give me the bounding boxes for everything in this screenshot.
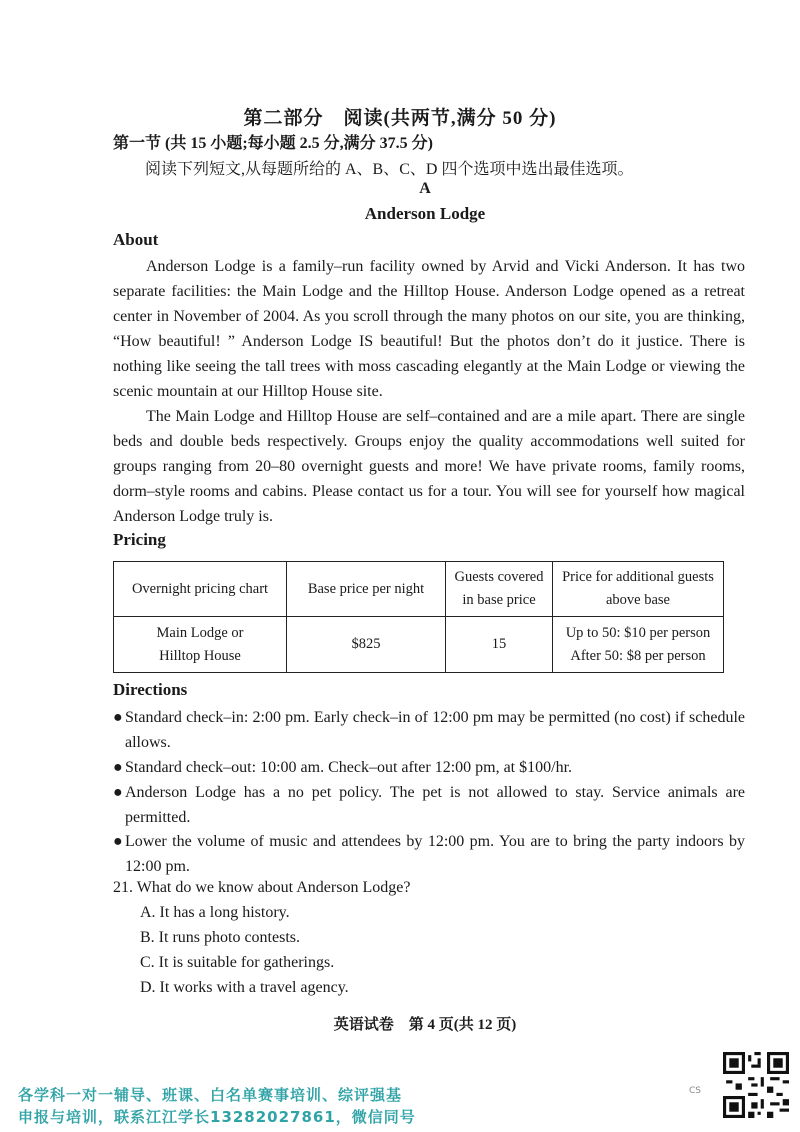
extra-price-line-2: After 50: $8 per person	[570, 647, 706, 664]
direction-text: Standard check–in: 2:00 pm. Early check–in of 12:00 pm may be permitted (no cost) if schedule allows.	[125, 709, 745, 751]
direction-item	[113, 755, 745, 780]
bullet-icon: ●	[113, 709, 123, 726]
ad-line-2: 申报与培训，联系江江学长13282027861，微信同号	[18, 1108, 416, 1126]
option-a: A. It has a long history.	[140, 904, 290, 921]
about-paragraph-1-text: Anderson Lodge is a family–run facility owned by Arvid and Vicki Anderson. It has two separate facilities: the Main Lodge and the Hilltop House. Anderson Lodge opened as a retreat center in November of 2004. As you scroll through the many photos on our site, you are thinking, “How beautiful! ” Anderson Lodge IS beautiful! But the photos don’t do it justice. There is nothing like seeing the tall trees with moss cascading elegantly at the Main Lodge or viewing the scenic mountain at our Hilltop House site.	[113, 258, 745, 400]
qr-code-icon	[723, 1052, 789, 1118]
bullet-icon: ●	[113, 784, 123, 801]
about-paragraph-2	[113, 404, 745, 529]
option-b: B. It runs photo contests.	[140, 929, 300, 946]
table-header-cell: Price for additional guests above base	[553, 562, 724, 617]
table-header-row	[114, 562, 724, 617]
direction-text: Standard check–out: 10:00 am. Check–out after 12:00 pm, at $100/hr.	[125, 759, 573, 776]
facility-line-2: Hilltop House	[159, 647, 241, 664]
passage-title: Anderson Lodge	[364, 204, 486, 223]
table-cell-base-price: $825	[287, 617, 446, 673]
directions-heading: Directions	[113, 680, 188, 699]
option-c: C. It is suitable for gatherings.	[140, 954, 335, 971]
instruction-text: 阅读下列短文,从每题所给的 A、B、C、D 四个选项中选出最佳选项。	[145, 161, 634, 178]
extra-price-line-1: Up to 50: $10 per person	[565, 624, 711, 641]
table-cell-guests: 15	[446, 617, 553, 673]
table-header-cell: Overnight pricing chart	[114, 562, 287, 617]
cs-scanner-label: CS	[689, 1086, 701, 1096]
question-stem: 21. What do we know about Anderson Lodge?	[113, 879, 411, 896]
ad-line-1: 各学科一对一辅导、班课、白名单赛事培训、综评强基	[18, 1086, 403, 1104]
table-header-cell: Base price per night	[287, 562, 446, 617]
table-header-cell: Guests covered in base price	[446, 562, 553, 617]
pricing-heading: Pricing	[113, 530, 166, 549]
pricing-table	[113, 561, 724, 673]
direction-text: Lower the volume of music and attendees by 12:00 pm. You are to bring the party indoors by 12:00 pm.	[125, 833, 745, 875]
section-title: 第一节 (共 15 小题;每小题 2.5 分,满分 37.5 分)	[113, 135, 433, 152]
about-paragraph-1	[113, 254, 745, 404]
direction-item	[113, 705, 745, 755]
bullet-icon: ●	[113, 833, 123, 850]
about-heading: About	[113, 230, 159, 249]
part-title: 第二部分 阅读(共两节,满分 50 分)	[243, 108, 557, 129]
direction-item	[113, 780, 745, 830]
page-footer: 英语试卷 第 4 页(共 12 页)	[333, 1017, 517, 1033]
direction-item	[113, 829, 745, 879]
bullet-icon: ●	[113, 759, 123, 776]
direction-text: Anderson Lodge has a no pet policy. The pet is not allowed to stay. Service animals are permitted.	[125, 784, 745, 826]
passage-letter: A	[419, 180, 431, 197]
option-d: D. It works with a travel agency.	[140, 979, 349, 996]
table-cell-extra-price	[553, 617, 724, 673]
table-cell-facility	[114, 617, 287, 673]
table-row	[114, 617, 724, 673]
about-paragraph-2-text: The Main Lodge and Hilltop House are self–contained and are a mile apart. There are single beds and double beds respectively. Groups enjoy the quality accommodations well suited for groups ranging from 20–80 overnight guests and more! We have private rooms, family rooms, dorm–style rooms and cabins. Please contact us for a tour. You will see for yourself how magical Anderson Lodge truly is.	[113, 408, 745, 525]
facility-line-1: Main Lodge or	[156, 624, 244, 641]
